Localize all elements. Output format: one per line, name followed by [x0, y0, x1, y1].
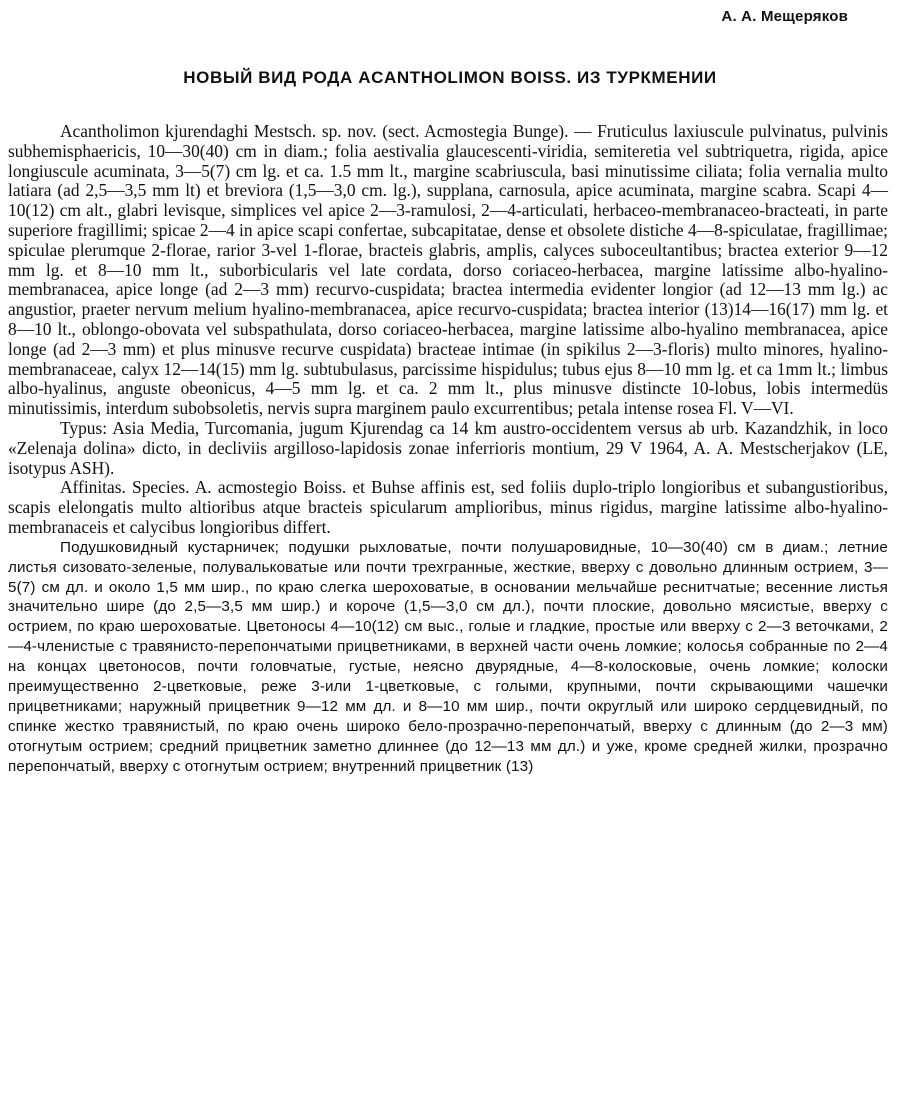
russian-description-paragraph: Подушковидный кустарничек; подушки рыхловатые, почти полушаровидные, 10—30(40) см в диам.; летние листья сизовато-зеленые, полувальковатые или почти трехгранные, жесткие, вверху с довольно длинным острием, 3—5(7) см дл. и около 1,5 мм шир., по краю слегка шероховатые, в основании мельчайше реснитчатые; весенние листья значительно шире (до 2,5—3,5 мм шир.) и короче (1,5—3,0 см дл.), почти плоские, довольно мясистые, вверху с острием, по краю шероховатые. Цветоносы 4—10(12) см выс., голые и гладкие, простые или вверху с 2—3 веточками, 2—4-членистые с травянисто-перепончатыми прицветниками, в верхней части очень ломкие; колосья собранные по 2—4 на концах цветоносов, почти головчатые, густые, неясно двурядные, 4—8-колосковые, очень ломкие; колоски преимущественно 2-цветковые, реже 3-или 1-цветковые, с голыми, крупными, почти скрывающими чашечки прицветниками; наружный прицветник 9—12 мм дл. и 8—10 мм шир., почти округлый или широко сердцевидный, по спинке жестко травянистый, по краю очень широко бело-прозрачно-перепончатый, вверху с длинным (до 2—3 мм) отогнутым острием; средний прицветник заметно длиннее (до 12—13 мм дл.) и уже, кроме средней жилки, прозрачно перепончатый, вверху с отогнутым острием; внутренний прицветник (13) — [8, 538, 888, 775]
article-body — [8, 122, 888, 777]
typus-paragraph: Typus: Asia Media, Turcomania, jugum Kjurendag ca 14 km austro-occidentem versus ab urb. Kazandzhik, in loco «Zelenaja dolina» dicto, in decliviis argilloso-lapidosis zonae inferrioris montium, 29 V 1964, A. A. Mestscherjakov (LE, isotypus ASH). — [8, 417, 888, 478]
article-title: НОВЫЙ ВИД РОДА ACANTHOLIMON BOISS. ИЗ ТУРКМЕНИИ — [183, 68, 717, 87]
affinitas-paragraph: Affinitas. Species. A. acmostegio Boiss. et Buhse affinis est, sed foliis duplo-triplo longioribus et subangustioribus, scapis elelongatis multo altioribus atque bracteis spicularum amplioribus, minus rigidus, margine latissime albo-hyalino-membranaceis et calycibus longioribus differt. — [8, 477, 888, 537]
author-name: А. А. Мещеряков — [721, 8, 848, 25]
latin-diagnosis-paragraph: Acantholimon kjurendaghi Mestsch. sp. nov. (sect. Acmostegia Bunge). — Fruticulus laxiuscule pulvinatus, pulvinis subhemisphaericis, 10—30(40) cm in diam.; folia aestivalia glaucescenti-viridia, semiteretia vel subtriquetra, rigida, apice longiuscule acuminata, 3—5(7) cm lg. et ca. 1.5 mm lt., margine scabriuscula, basi minutissime ciliata; folia vernalia multo latiara (ad 2,5—3,5 mm lt) et breviora (1,5—3,0 cm. lg.), supplana, carnosula, apice acuminata, margine scabra. Scapi 4—10(12) cm alt., glabri levisque, simplices vel apice 2—3-ramulosi, 2—4-articulati, herbaceo-membranaceo-bracteati, in parte superiore fragillimi; spicae 2—4 in apice scapi confertae, subcapitatae, dense et obsolete distiche 4—8-spiculatae, fragillimae; spiculae plerumque 2-florae, rarior 3-vel 1-florae, bracteis glabris, amplis, calyces suboceultantibus; bractea exterior 9—12 mm lg. et 8—10 mm lt., suborbicularis vel late cordata, dorso coriaceo-herbacea, margine latissime albo-hyalino-membranacea, apice longe (ad 2—3 mm) recurvo-cuspidata; bractea intermedia evidenter longior (ad 12—13 mm lg.) ac angustior, praeter nervum melium hyalino-membranacea, apice recurvo-cuspidata; bractea interior (13)14—16(17) mm lg. et 8—10 lt., oblongo-obovata vel subspathulata, dorso coriaceo-herbacea, margine latissime albo-hyalino membranacea, apice longe (ad 2—3 mm) et plus minusve recurve cuspidata) bracteae intimae (in spikilus 2—3-floris) multo minores, hyalino-membranaceae, calyx 12—14(15) mm lg. subtubulasus, parcissime hispidulus; tubus ejus 8—10 mm lg. et ca 1mm lt.; limbus albo-hyalinus, anguste obeonicus, 4—5 mm lg. et ca. 2 mm lt., plus minusve distincte 10-lobus, lobis intermedüs minutissimis, interdum subobsoletis, nervis supra marginem paulo excurrentibus; petala intense rosea Fl. V—VI. — [8, 121, 888, 419]
